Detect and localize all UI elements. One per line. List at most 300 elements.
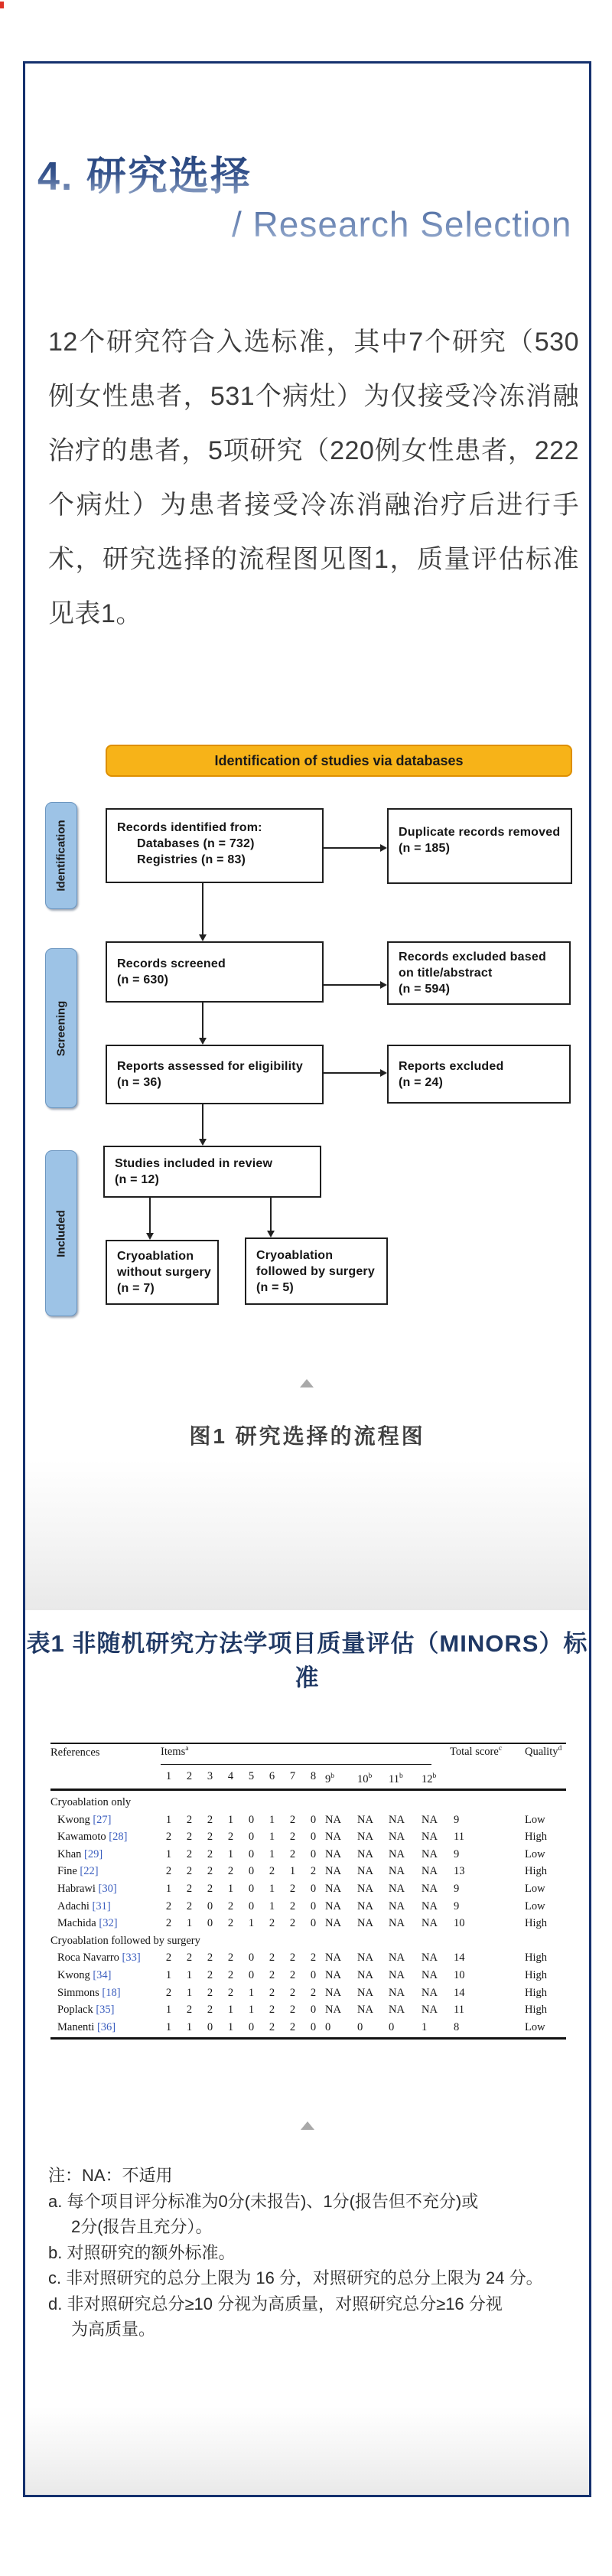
item-score-cell: 2: [165, 1917, 172, 1930]
item-score-cell: 0: [310, 1813, 317, 1826]
table-ref-cell: [50, 1898, 158, 1916]
arrow-right-icon: [324, 847, 381, 849]
table-ref-cell: [50, 1811, 158, 1829]
item-score-cell: 2: [207, 1865, 213, 1878]
table-row: [50, 1880, 566, 1898]
item-score-cell: 2: [289, 1917, 296, 1930]
citation-number: [33]: [119, 1952, 141, 1965]
arrow-right-icon: [324, 1072, 381, 1074]
flow-box-records-identified: [106, 808, 324, 883]
table-subheader-cell: 10$^b$: [357, 1772, 373, 1785]
table-ref-cell: [50, 1880, 158, 1898]
table-header-quality: [525, 1745, 562, 1759]
item-score-cell: NA: [422, 2004, 438, 2017]
table-subheader-cell: 2: [186, 1770, 193, 1782]
item-score-cell: NA: [357, 1917, 373, 1930]
item-score-cell: NA: [325, 1882, 341, 1895]
reference-name: Adachi: [57, 1899, 90, 1912]
quality-cell: High: [525, 2004, 547, 2017]
item-score-cell: NA: [389, 1917, 405, 1930]
item-score-cell: 1: [165, 1847, 172, 1860]
table-subheader-cell: 3: [207, 1770, 213, 1782]
item-score-cell: 2: [289, 1882, 296, 1895]
table-rule: [161, 1764, 431, 1765]
item-score-cell: 1: [269, 1813, 275, 1826]
table-ref-cell: [50, 1915, 158, 1932]
item-score-cell: 2: [186, 1865, 193, 1878]
item-score-cell: 2: [165, 1952, 172, 1965]
item-score-cell: NA: [357, 1968, 373, 1981]
reference-name: Khan: [57, 1847, 82, 1860]
stage-label-text: Included: [54, 1209, 68, 1257]
item-score-cell: 0: [248, 1847, 255, 1860]
table-header-total-score: [450, 1745, 502, 1759]
item-score-cell: 0: [207, 2020, 213, 2033]
reference-name: Fine: [57, 1865, 77, 1878]
note-line: a. 每个项目评分标准为0分(未报告)、1分(报告但不充分)或: [48, 2191, 479, 2211]
table-subheader-cell: 7: [289, 1770, 296, 1782]
collapse-triangle-icon: [300, 1379, 314, 1387]
item-score-cell: 2: [227, 1968, 234, 1981]
item-score-cell: 1: [248, 1986, 255, 1999]
quality-cell: High: [525, 1831, 547, 1844]
flow-box-line: Cryoablation: [117, 1250, 194, 1263]
table-subheader-cell: 12$^b$: [422, 1772, 437, 1785]
item-score-cell: 1: [186, 2020, 193, 2033]
reference-name: Kwong: [57, 1968, 90, 1981]
flow-box-cryoablation-followed-by-surgery: [245, 1237, 388, 1305]
quality-cell: High: [525, 1968, 547, 1981]
reference-name: Machida: [57, 1917, 96, 1930]
quality-cell: High: [525, 1952, 547, 1965]
table-row: [50, 1915, 566, 1932]
reference-name: Manenti: [57, 2020, 95, 2033]
flow-box-reports-excluded: [387, 1045, 571, 1104]
item-score-cell: NA: [325, 1831, 341, 1844]
item-score-cell: 0: [389, 2020, 395, 2033]
item-score-cell: 0: [248, 1899, 255, 1912]
table-row: [50, 1949, 566, 1967]
item-score-cell: 2: [207, 1882, 213, 1895]
total-score-cell: 14: [454, 1952, 465, 1965]
item-score-cell: 0: [248, 1952, 255, 1965]
item-score-cell: 1: [269, 1831, 275, 1844]
note-line: c. 非对照研究的总分上限为 16 分，对照研究的总分上限为 24 分。: [48, 2268, 543, 2287]
item-score-cell: 2: [165, 1865, 172, 1878]
table-ref-cell: [50, 1863, 158, 1880]
item-score-cell: NA: [357, 1865, 373, 1878]
item-score-cell: 1: [165, 1882, 172, 1895]
flow-box-line: Records excluded based: [399, 951, 546, 964]
table-subheader-cell: 6: [269, 1770, 275, 1782]
item-score-cell: NA: [422, 1882, 438, 1895]
item-score-cell: 0: [310, 1882, 317, 1895]
table-ref-cell: [50, 2001, 158, 2019]
flow-box-records-excluded: [387, 941, 571, 1005]
item-score-cell: 2: [165, 1831, 172, 1844]
item-score-cell: 2: [227, 1952, 234, 1965]
item-score-cell: NA: [357, 1847, 373, 1860]
item-score-cell: NA: [389, 1813, 405, 1826]
table-title: 表1 非随机研究方法学项目质量评估（MINORS）标准: [26, 1630, 588, 1691]
item-score-cell: 2: [289, 1847, 296, 1860]
total-score-cell: 11: [454, 2004, 464, 2017]
arrow-down-icon: [202, 883, 203, 935]
quality-cell: Low: [525, 1899, 545, 1912]
item-score-cell: NA: [389, 1986, 405, 1999]
flow-box-studies-included: [103, 1146, 321, 1198]
item-score-cell: 2: [310, 1986, 317, 1999]
total-score-cell: 11: [454, 1831, 464, 1844]
item-score-cell: 2: [269, 1952, 275, 1965]
flow-box-records-screened: [106, 941, 324, 1003]
table-row: [50, 1828, 566, 1846]
item-score-cell: 2: [207, 1986, 213, 1999]
table-row: [50, 2001, 566, 2019]
flow-box-line: on title/abstract: [399, 967, 493, 980]
item-score-cell: 2: [207, 1813, 213, 1826]
flow-box-line: (n = 7): [117, 1282, 155, 1295]
table-row: [50, 1863, 566, 1880]
item-score-cell: NA: [357, 1899, 373, 1912]
table-subheader-cell: 5: [248, 1770, 255, 1782]
table-ref-cell: [50, 1967, 158, 1984]
item-score-cell: NA: [325, 1952, 341, 1965]
citation-number: [35]: [93, 2004, 115, 2017]
quality-cell: High: [525, 1917, 547, 1930]
note-line: 2分(报告且充分）。: [71, 2217, 213, 2236]
item-score-cell: NA: [357, 1986, 373, 1999]
quality-cell: Low: [525, 2020, 545, 2033]
item-score-cell: 0: [310, 1968, 317, 1981]
table-notes: [48, 2163, 587, 2343]
reference-name: Kawamoto: [57, 1831, 106, 1844]
item-score-cell: NA: [422, 1847, 438, 1860]
item-score-cell: NA: [357, 1882, 373, 1895]
item-score-cell: 1: [248, 2004, 255, 2017]
item-score-cell: 0: [357, 2020, 363, 2033]
item-score-cell: NA: [422, 1917, 438, 1930]
item-score-cell: 2: [289, 2004, 296, 2017]
item-score-cell: 2: [227, 1899, 234, 1912]
item-score-cell: 0: [310, 1847, 317, 1860]
quality-table-body: [50, 1794, 566, 2036]
stage-label-identification: [45, 802, 77, 909]
item-score-cell: 1: [422, 2020, 428, 2033]
total-score-cell: 10: [454, 1917, 465, 1930]
item-score-cell: 0: [310, 1831, 317, 1844]
item-score-cell: 1: [269, 1847, 275, 1860]
flow-box-line: Duplicate records removed: [399, 826, 561, 839]
total-score-cell: 9: [454, 1882, 460, 1895]
flow-box-duplicates-removed: [387, 808, 572, 884]
item-score-cell: 2: [186, 2004, 193, 2017]
table-group-row: [50, 1794, 566, 1811]
citation-number: [22]: [76, 1865, 99, 1878]
note-line: d. 非对照研究总分≥10 分视为高质量，对照研究总分≥16 分视: [48, 2294, 503, 2314]
item-score-cell: 2: [227, 1831, 234, 1844]
section-divider-gradient: [25, 1460, 589, 1610]
quality-cell: Low: [525, 1813, 545, 1826]
item-score-cell: 1: [227, 2004, 234, 2017]
flow-box-line: without surgery: [117, 1266, 212, 1279]
citation-number: [31]: [89, 1899, 111, 1912]
section-title: 4. 研究选择: [37, 144, 252, 201]
table-subheader-cell: 11$^b$: [389, 1772, 403, 1785]
reference-name: Simmons: [57, 1986, 99, 1999]
table-row: [50, 1967, 566, 1984]
item-score-cell: 1: [186, 1968, 193, 1981]
item-score-cell: 2: [207, 1847, 213, 1860]
citation-number: [30]: [95, 1882, 117, 1895]
arrow-down-icon: [202, 1003, 203, 1039]
table-ref-cell: [50, 1846, 158, 1864]
item-score-cell: 0: [248, 1968, 255, 1981]
item-score-cell: 2: [207, 1968, 213, 1981]
total-score-cell: 9: [454, 1847, 460, 1860]
reference-name: Kwong: [57, 1813, 90, 1826]
flowchart-banner: Identification of studies via databases: [106, 745, 572, 777]
item-score-cell: 0: [248, 1865, 255, 1878]
item-score-cell: 2: [269, 1986, 275, 1999]
item-score-cell: 0: [248, 1831, 255, 1844]
stage-label-text: Identification: [54, 820, 68, 892]
stage-label-screening: [45, 948, 77, 1108]
flow-box-line: (n = 24): [399, 1075, 444, 1089]
item-score-cell: 2: [269, 2020, 275, 2033]
flow-box-line: Cryoablation: [256, 1248, 334, 1262]
item-score-cell: 0: [248, 1813, 255, 1826]
table-subheader-spacer: [50, 1768, 158, 1788]
item-score-cell: 2: [269, 1968, 275, 1981]
arrow-right-icon: [324, 984, 381, 986]
item-score-cell: 2: [186, 1813, 193, 1826]
table-header-text: Items: [161, 1745, 186, 1758]
table-subheader-cell: 8: [310, 1770, 317, 1782]
table-row: [50, 1898, 566, 1916]
item-score-cell: 2: [289, 1986, 296, 1999]
item-score-cell: 0: [207, 1899, 213, 1912]
table-ref-cell: [50, 1949, 158, 1967]
section-subtitle: / Research Selection: [232, 204, 572, 244]
table-header-items: [161, 1745, 188, 1759]
reference-name: Poplack: [57, 2004, 93, 2017]
item-score-cell: 2: [310, 1952, 317, 1965]
item-score-cell: 0: [310, 1899, 317, 1912]
table-header-sup: c: [498, 1745, 503, 1753]
flow-box-line: Records identified from:: [117, 821, 262, 834]
quality-cell: Low: [525, 1847, 545, 1860]
item-score-cell: 1: [186, 1986, 193, 1999]
bottom-gradient: [25, 2407, 589, 2495]
item-score-cell: NA: [389, 1865, 405, 1878]
table-header-references: References: [50, 1746, 100, 1759]
table-header-sup: a: [185, 1745, 189, 1753]
table-row: [50, 1846, 566, 1864]
table-group-label: Cryoablation followed by surgery: [50, 1934, 200, 1947]
quality-cell: High: [525, 1986, 547, 1999]
item-score-cell: 2: [269, 1917, 275, 1930]
item-score-cell: NA: [422, 1899, 438, 1912]
table-subheader-sup: b: [432, 1772, 437, 1780]
table-group-row: [50, 1932, 566, 1950]
item-score-cell: NA: [325, 1986, 341, 1999]
table-header-text: Quality: [525, 1745, 558, 1758]
item-score-cell: 0: [207, 1917, 213, 1930]
total-score-cell: 9: [454, 1899, 460, 1912]
item-score-cell: 1: [269, 1899, 275, 1912]
stage-label-text: Screening: [54, 1000, 68, 1056]
total-score-cell: 14: [454, 1986, 465, 1999]
collapse-triangle-icon: [301, 2121, 314, 2130]
item-score-cell: 2: [186, 1831, 193, 1844]
item-score-cell: 2: [186, 1847, 193, 1860]
item-score-cell: 2: [227, 1917, 234, 1930]
item-score-cell: NA: [357, 1813, 373, 1826]
flow-box-line: Registries (n = 83): [137, 853, 246, 866]
quality-cell: High: [525, 1865, 547, 1878]
flow-box-line: Reports assessed for eligibility: [117, 1060, 303, 1073]
citation-number: [27]: [90, 1813, 112, 1826]
table-group-label: Cryoablation only: [50, 1796, 132, 1808]
table-subheader-sup: b: [330, 1772, 334, 1780]
arrow-down-icon: [202, 1104, 203, 1140]
item-score-cell: 2: [289, 1952, 296, 1965]
item-score-cell: 0: [310, 2020, 317, 2033]
item-score-cell: NA: [389, 1847, 405, 1860]
item-score-cell: NA: [422, 1865, 438, 1878]
item-score-cell: NA: [325, 2004, 341, 2017]
flow-box-line: (n = 630): [117, 973, 169, 986]
flow-box-line: (n = 12): [115, 1173, 160, 1186]
item-score-cell: NA: [325, 1865, 341, 1878]
flow-box-line: followed by surgery: [256, 1264, 375, 1278]
citation-number: [18]: [99, 1986, 121, 1999]
item-score-cell: 2: [227, 1986, 234, 1999]
quality-cell: Low: [525, 1882, 545, 1895]
flow-box-reports-assessed: [106, 1045, 324, 1104]
item-score-cell: NA: [325, 1968, 341, 1981]
item-score-cell: 1: [248, 1917, 255, 1930]
item-score-cell: 0: [248, 1882, 255, 1895]
item-score-cell: 1: [227, 1882, 234, 1895]
table-header-sup: d: [558, 1745, 562, 1753]
citation-number: [36]: [94, 2020, 116, 2033]
item-score-cell: NA: [389, 1831, 405, 1844]
minors-quality-table: [50, 1737, 566, 2045]
item-score-cell: 2: [289, 1831, 296, 1844]
item-score-cell: 1: [269, 1882, 275, 1895]
item-score-cell: 0: [248, 2020, 255, 2033]
table-header-text: Total score: [450, 1745, 499, 1758]
item-score-cell: 1: [165, 1813, 172, 1826]
item-score-cell: 2: [269, 1865, 275, 1878]
item-score-cell: NA: [325, 1847, 341, 1860]
total-score-cell: 13: [454, 1865, 465, 1878]
item-score-cell: NA: [422, 1986, 438, 1999]
note-line: 注：NA：不适用: [48, 2166, 173, 2185]
flow-box-line: (n = 5): [256, 1280, 294, 1294]
item-score-cell: 2: [289, 1968, 296, 1981]
total-score-cell: 8: [454, 2020, 460, 2033]
table-subheader-cell: 9$^b$: [325, 1772, 334, 1785]
corner-red-mark: [0, 2, 4, 8]
flow-box-line: (n = 594): [399, 983, 451, 996]
item-score-cell: 2: [186, 1882, 193, 1895]
citation-number: [29]: [81, 1847, 103, 1860]
flow-box-line: (n = 185): [399, 842, 451, 855]
table-row: [50, 1984, 566, 2002]
table-rule: [50, 1743, 566, 1744]
item-score-cell: 0: [310, 1917, 317, 1930]
table-rule: [50, 1789, 566, 1791]
body-paragraph: 12个研究符合入选标准，其中7个研究（530例女性患者，531个病灶）为仅接受冷冻消融治疗的患者，5项研究（220例女性患者，222个病灶）为患者接受冷冻消融治疗后进行手术，研究选择的流程图见图1，质量评估标准见表1。: [48, 328, 579, 628]
item-score-cell: NA: [389, 1952, 405, 1965]
item-score-cell: 1: [165, 2004, 172, 2017]
citation-number: [28]: [106, 1831, 128, 1844]
item-score-cell: 2: [310, 1865, 317, 1878]
item-score-cell: NA: [422, 1813, 438, 1826]
reference-name: Habrawi: [57, 1882, 96, 1895]
item-score-cell: NA: [389, 1882, 405, 1895]
total-score-cell: 9: [454, 1813, 460, 1826]
item-score-cell: 2: [186, 1899, 193, 1912]
item-score-cell: 1: [165, 1968, 172, 1981]
total-score-cell: 10: [454, 1968, 465, 1981]
item-score-cell: 2: [186, 1952, 193, 1965]
table-subheader-sup: b: [368, 1772, 373, 1780]
table-row: [50, 2019, 566, 2036]
table-subheader-sup: b: [399, 1772, 403, 1780]
item-score-cell: 2: [289, 2020, 296, 2033]
table-subheader: [50, 1768, 566, 1785]
stage-label-included: [45, 1150, 77, 1316]
item-score-cell: NA: [325, 1917, 341, 1930]
flow-box-line: Records screened: [117, 957, 226, 970]
item-score-cell: 1: [227, 2020, 234, 2033]
flow-box-line: Databases (n = 732): [137, 837, 255, 850]
item-score-cell: NA: [357, 2004, 373, 2017]
item-score-cell: NA: [357, 1831, 373, 1844]
item-score-cell: 2: [289, 1899, 296, 1912]
item-score-cell: 0: [310, 2004, 317, 2017]
item-score-cell: NA: [422, 1831, 438, 1844]
table-row: [50, 1811, 566, 1829]
item-score-cell: 2: [289, 1813, 296, 1826]
item-score-cell: NA: [325, 1813, 341, 1826]
table-subheader-cell: 1: [165, 1770, 172, 1782]
item-score-cell: 1: [227, 1847, 234, 1860]
item-score-cell: 1: [289, 1865, 296, 1878]
flow-box-line: Studies included in review: [115, 1157, 273, 1170]
item-score-cell: 2: [227, 1865, 234, 1878]
table-rule: [50, 2037, 566, 2040]
item-score-cell: NA: [422, 1968, 438, 1981]
citation-number: [34]: [90, 1968, 112, 1981]
item-score-cell: 2: [207, 2004, 213, 2017]
item-score-cell: 1: [186, 1917, 193, 1930]
table-subheader-cell: 4: [227, 1770, 234, 1782]
table-ref-cell: [50, 2019, 158, 2036]
item-score-cell: 0: [325, 2020, 331, 2033]
arrow-down-icon: [270, 1198, 272, 1231]
item-score-cell: NA: [357, 1952, 373, 1965]
flow-box-cryoablation-without-surgery: [106, 1240, 219, 1305]
arrow-down-icon: [149, 1198, 151, 1234]
item-score-cell: 2: [207, 1831, 213, 1844]
citation-number: [32]: [96, 1917, 118, 1930]
flow-box-line: Reports excluded: [399, 1059, 504, 1073]
